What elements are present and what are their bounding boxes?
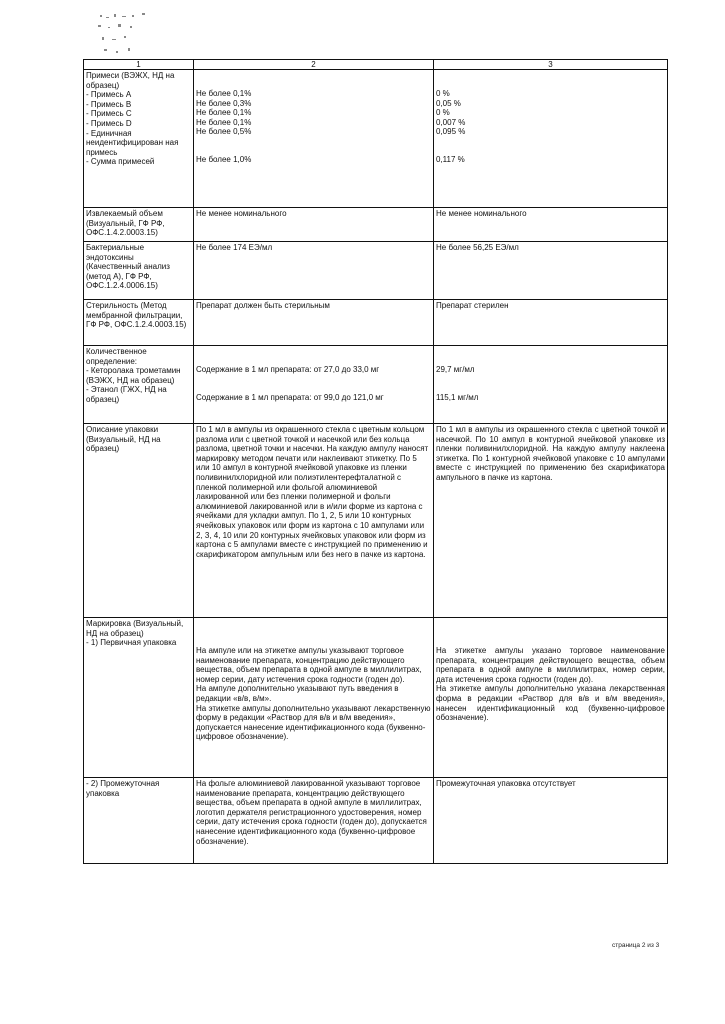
assay-spec (194, 346, 434, 424)
assay-ketorolac-result: 29,7 мг/мл (436, 365, 475, 374)
endotoxins-result: Не более 56,25 ЕЭ/мл (434, 242, 668, 300)
endotoxins-row (84, 242, 668, 300)
marking-primary-parameter (84, 618, 194, 778)
impurity-single-name: - Единичная неидентифицирован ная примесь (86, 128, 179, 157)
impurity-a-result: 0 % (436, 89, 450, 98)
impurity-sum-spec: Не более 1,0% (196, 154, 252, 164)
assay-row (84, 346, 668, 424)
marking-secondary-spec: На фольге алюминиевой лакированной указывают торговое наименование препарата, концентрацию действующего вещества, объем препарата в одной ампуле в миллилитрах, логотип держателя регистрационного удостоверения, номер серии, дату истечения срока годности (годен до), допускается нанесение идентификационного кода (буквенно-цифровое обозначение). (194, 778, 434, 864)
marking-secondary-row (84, 778, 668, 864)
marking-primary-spec-p1: На ампуле или на этикетке ампулы указывают торговое наименование препарата, концентрацию действующего вещества, объем препарата в одной ампуле в миллилитрах, номер серии, дату истечения срока годности (годен до). (196, 646, 422, 684)
volume-result: Не менее номинального (434, 208, 668, 242)
package-spec: По 1 мл в ампулы из окрашенного стекла с цветным кольцом разлома или с цветной точкой и насечкой или без кольца разлома, цветной точки и насечки. На каждую ампулу наносят маркировку методом печати или наклеивают этикетку. По 5 или 10 ампул в контурной ячейковой упаковке из пленки поливинилхлоридной или полиэтилентерефталатной с пленкой полимерной или фольгой алюминиевой лакированной или без пленки полимерной и фольги алюминиевой лакированной или в и/или форме из картона с ячейками для укладки ампул. По 1, 2, 5 или 10 контурных ячейковых упаковок или форм из картона с 10 ампулами или 2, 3, 4, 10 или 20 контурных ячейковых упаковок или форм из картона с 5 ампулами вместе с инструкцией по применению и скарификатором ампульным или без него в пачке из картона. (194, 424, 434, 618)
impurity-sum-name: - Сумма примесей (86, 157, 155, 167)
impurities-result (434, 70, 668, 208)
volume-row (84, 208, 668, 242)
marking-primary-result (434, 618, 668, 778)
scan-noise-graphic (92, 13, 162, 61)
assay-parameter (84, 346, 194, 424)
scan-artifact (84, 4, 154, 52)
impurities-row (84, 70, 668, 208)
impurity-d-name: - Примесь D (86, 118, 132, 128)
sterility-result: Препарат стерилен (434, 300, 668, 346)
impurity-b-result: 0,05 % (436, 98, 461, 108)
marking-secondary-result: Промежуточная упаковка отсутствует (434, 778, 668, 864)
volume-parameter: Извлекаемый объем (Визуальный, ГФ РФ, ОФС.1.4.2.0003.15) (84, 208, 194, 242)
marking-primary-name: - 1) Первичная упаковка (86, 638, 177, 648)
impurity-b-name: - Примесь B (86, 99, 132, 109)
impurities-title: Примеси (ВЭЖХ, НД на образец) (86, 71, 175, 90)
sterility-row (84, 300, 668, 346)
impurity-b-spec: Не более 0,3% (196, 98, 252, 108)
impurity-c-spec: Не более 0,1% (196, 108, 252, 118)
table-header-row (84, 60, 668, 70)
impurity-a-spec: Не более 0,1% (196, 89, 252, 98)
impurity-single-result: 0,095 % (436, 127, 466, 137)
endotoxins-parameter: Бактериальные эндотоксины (Качественный анализ (метод А), ГФ РФ, ОФС.1.2.4.0006.15) (84, 242, 194, 300)
endotoxins-spec: Не более 174 ЕЭ/мл (194, 242, 434, 300)
marking-primary-row (84, 618, 668, 778)
impurities-spec (194, 70, 434, 208)
volume-spec: Не менее номинального (194, 208, 434, 242)
package-row (84, 424, 668, 618)
marking-title: Маркировка (Визуальный, НД на образец) (86, 619, 184, 638)
assay-ketorolac-spec: Содержание в 1 мл препарата: от 27,0 до 33,0 мг (196, 365, 380, 374)
marking-primary-spec (194, 618, 434, 778)
impurity-d-spec: Не более 0,1% (196, 117, 252, 127)
impurity-d-result: 0,007 % (436, 117, 466, 127)
marking-secondary-parameter: - 2) Промежуточная упаковка (84, 778, 194, 864)
specification-table (83, 59, 668, 864)
marking-primary-spec-p2: На ампуле дополнительно указывают путь введения в редакции «в/в, в/м». (196, 684, 399, 703)
assay-result (434, 346, 668, 424)
impurities-parameter (84, 70, 194, 208)
impurity-single-spec: Не более 0,5% (196, 127, 252, 137)
sterility-parameter: Стерильность (Метод мембранной фильтрации, ГФ РФ, ОФС.1.2.4.0003.15) (84, 300, 194, 346)
assay-ethanol-spec: Содержание в 1 мл препарата: от 99,0 до 121,0 мг (196, 392, 384, 402)
marking-primary-spec-p3: На этикетке ампулы дополнительно указывают лекарственную форму в редакции «Раствор для в/в и в/м введения», допускается нанесение идентификационного кода (буквенно-цифровое обозначение). (196, 703, 431, 742)
impurity-c-result: 0 % (436, 108, 450, 118)
marking-primary-result-p2: На этикетке ампулы дополнительно указана лекарственная форма в редакции «Раствор для в/в и в/м введения», нанесен идентификационный код (буквенно-цифровое обозначение). (436, 684, 665, 723)
header-col-3: 3 (434, 60, 668, 70)
impurity-sum-result: 0,117 % (436, 154, 465, 164)
header-col-2: 2 (194, 60, 434, 70)
package-result: По 1 мл в ампулы из окрашенного стекла с цветной точкой и насечкой. По 10 ампул в контурной ячейковой упаковке из пленки поливинилхлоридной. На каждую ампулу наклеена этикетка. По 1 контурной ячейковой упаковке с 10 ампулами вместе с инструкцией по применению без скарификатора ампульного в пачке из картона. (434, 424, 668, 618)
assay-ethanol-result: 115,1 мг/мл (436, 392, 479, 402)
page-number: страница 2 из 3 (612, 942, 660, 949)
impurity-c-name: - Примесь C (86, 109, 132, 119)
impurity-a-name: - Примесь A (86, 90, 132, 100)
assay-ketorolac-name: - Кеторолака трометамин (ВЭЖХ, НД на образец) (86, 366, 181, 385)
marking-primary-result-p1: На этикетке ампулы указано торговое наименование препарата, концентрация действующего вещества, объем препарата в одной ампуле в миллилитрах, номер серии, дата истечения срока годности (годен до). (436, 646, 665, 684)
header-col-1: 1 (84, 60, 194, 70)
assay-ethanol-name: - Этанол (ГЖХ, НД на образец) (86, 385, 167, 404)
assay-title: Количественное определение: (86, 347, 147, 366)
package-parameter: Описание упаковки (Визуальный, НД на образец) (84, 424, 194, 618)
sterility-spec: Препарат должен быть стерильным (194, 300, 434, 346)
